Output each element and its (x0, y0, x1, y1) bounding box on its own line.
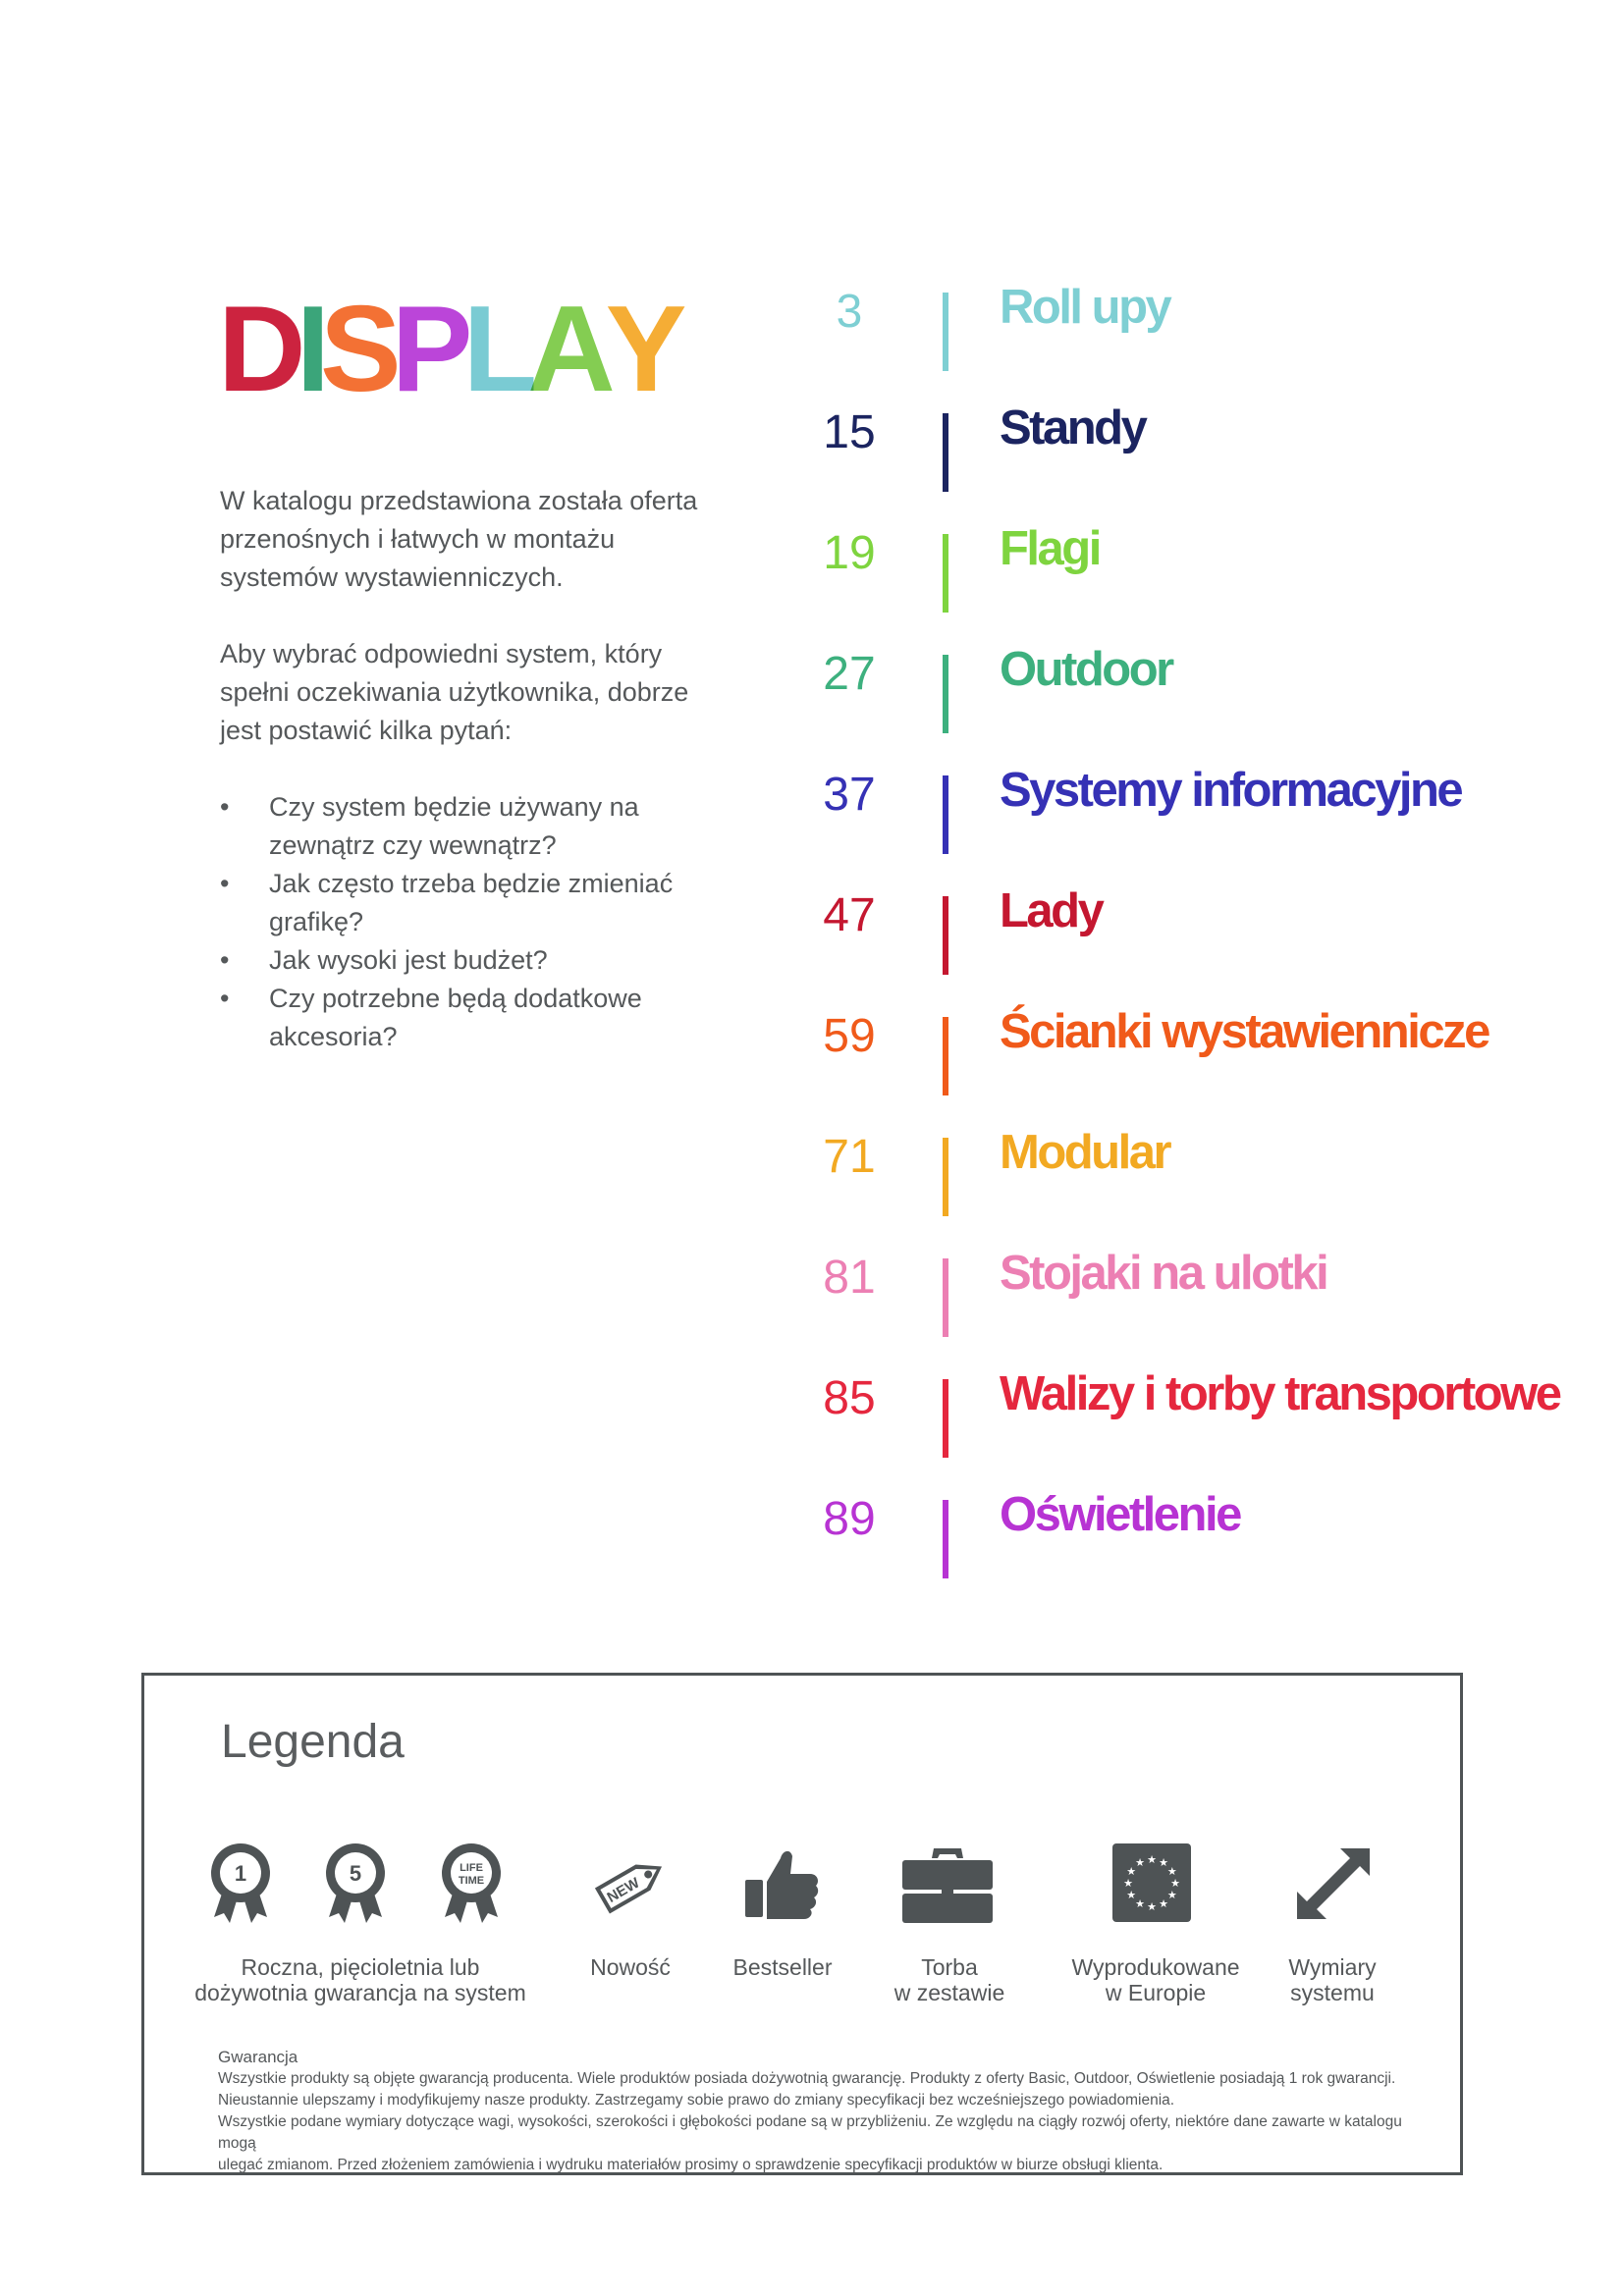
question-item: • Czy system będzie używany na zewnątrz czy wewnątrz? (220, 788, 731, 865)
svg-text:LIFE: LIFE (460, 1862, 483, 1874)
toc-section-title: Systemy informacyjne (1000, 764, 1462, 817)
toc-color-bar (943, 775, 948, 854)
toc-item[interactable] (805, 1488, 1591, 1571)
logo-letter: D (218, 282, 297, 417)
note-line: Wszystkie produkty są objęte gwarancją producenta. Wiele produktów posiada dożywotnią gwarancję. Produkty z oferty Basic, Outdoor, Oświetlenie posiadają 1 rok gwarancji. (218, 2070, 1396, 2087)
toc-color-bar (943, 896, 948, 975)
toc-page-number: 85 (823, 1372, 876, 1424)
intro-paragraph: W katalogu przedstawiona została oferta przenośnych i łatwych w montażu systemów wystawienniczych. (220, 486, 698, 592)
note-line: Wszystkie podane wymiary dotyczące wagi, wysokości, szerokości i głębokości podane są w przybliżeniu. Ze względu na ciągły rozwój oferty, niektóre dane zawarte w katalogu mogą (218, 2113, 1402, 2152)
logo-letter: A (527, 282, 606, 417)
eu-star: ★ (1147, 1900, 1157, 1913)
toc-item[interactable] (805, 1367, 1591, 1450)
toc-color-bar (943, 293, 948, 371)
toc-item[interactable] (805, 1247, 1591, 1329)
dimensions-arrow-icon (1293, 1842, 1374, 1927)
legend-title: Legenda (221, 1716, 405, 1768)
toc-section-title: Outdoor (1000, 643, 1172, 696)
eu-star: ★ (1126, 1889, 1137, 1901)
toc-item[interactable] (805, 281, 1591, 363)
toc-item[interactable] (805, 1126, 1591, 1208)
toc-section-title: Flagi (1000, 522, 1100, 575)
toc-page-number: 71 (823, 1131, 876, 1183)
toc-color-bar (943, 1017, 948, 1095)
eu-star: ★ (1166, 1865, 1177, 1878)
toc-section-title: Modular (1000, 1126, 1170, 1179)
toc-item[interactable] (805, 522, 1591, 605)
thumbs-up-icon (741, 1842, 820, 1927)
toc-color-bar (943, 413, 948, 492)
toc-section-title: Roll upy (1000, 281, 1170, 334)
logo-letter: L (462, 282, 528, 417)
note-title: Gwarancja (218, 2048, 298, 2066)
toc-section-title: Oświetlenie (1000, 1488, 1240, 1541)
toc-color-bar (943, 1500, 948, 1578)
question-item: • Jak często trzeba będzie zmieniać grafikę? (220, 865, 731, 941)
warranty-label: Roczna, pięcioletnia lub dożywotnia gwarancja na system (194, 1954, 526, 2005)
toc-section-title: Stojaki na ulotki (1000, 1247, 1327, 1300)
toc-page-number: 27 (823, 648, 876, 700)
toc-item[interactable] (805, 764, 1591, 846)
toc-page-number: 47 (823, 889, 876, 941)
toc-color-bar (943, 655, 948, 733)
eu-star: ★ (1170, 1877, 1180, 1890)
legend-box (141, 1673, 1463, 2175)
toc-item[interactable] (805, 884, 1591, 967)
warranty-note (218, 2047, 1416, 2176)
dimensions-label: Wymiary systemu (1288, 1954, 1377, 2005)
toc-section-title: Lady (1000, 884, 1103, 937)
toc-page-number: 15 (823, 406, 876, 458)
svg-text:NEW: NEW (604, 1874, 643, 1906)
display-logo (218, 282, 677, 417)
toc-section-title: Walizy i torby transportowe (1000, 1367, 1560, 1420)
warranty-lifetime-icon (439, 1842, 504, 1927)
eu-star: ★ (1135, 1856, 1145, 1870)
eu-star: ★ (1166, 1889, 1177, 1901)
toc-section-title: Ścianki wystawiennicze (1000, 1005, 1489, 1058)
intro-text (220, 482, 731, 1056)
toc-page-number: 19 (823, 527, 876, 579)
toc-color-bar (943, 1258, 948, 1337)
bestseller-label: Bestseller (732, 1954, 833, 1980)
toc-color-bar (943, 534, 948, 613)
question-list (220, 788, 731, 1056)
toc-color-bar (943, 1379, 948, 1458)
toc-item[interactable] (805, 401, 1591, 484)
europe-label: Wyprodukowane w Europie (1071, 1954, 1240, 2005)
eu-star: ★ (1147, 1853, 1157, 1866)
intro-paragraph: Aby wybrać odpowiedni system, który spełni oczekiwania użytkownika, dobrze jest postawić kilka pytań: (220, 639, 689, 745)
question-item: • Jak wysoki jest budżet? (220, 941, 731, 980)
toc-page-number: 89 (823, 1493, 876, 1545)
toc-page-number: 59 (823, 1010, 876, 1062)
eu-flag-icon (1111, 1842, 1192, 1927)
eu-star: ★ (1159, 1856, 1168, 1870)
logo-letter: Y (605, 282, 677, 417)
svg-text:1: 1 (234, 1861, 247, 1886)
toc-page-number: 3 (836, 286, 863, 338)
logo-letter: P (391, 282, 463, 417)
toc-item[interactable] (805, 1005, 1591, 1088)
note-line: ulegać zmianom. Przed złożeniem zamówienia i wydruku materiałów prosimy o sprawdzenie specyfikacji produktów w biurze obsługi klienta. (218, 2157, 1164, 2173)
eu-star: ★ (1135, 1896, 1145, 1910)
svg-text:5: 5 (349, 1861, 362, 1886)
toc-page-number: 81 (823, 1252, 876, 1304)
toc-section-title: Standy (1000, 401, 1146, 454)
toc-item[interactable] (805, 643, 1591, 725)
svg-text:TIME: TIME (458, 1875, 485, 1887)
warranty-5-years-icon (323, 1842, 388, 1927)
logo-letter: S (320, 282, 392, 417)
new-tag-icon (588, 1842, 673, 1927)
note-line: Nieustannie ulepszamy i modyfikujemy nasze produkty. Zastrzegamy sobie prawo do zmiany specyfikacji bez wcześniejszego powiadomienia. (218, 2092, 1175, 2109)
warranty-1-year-icon (208, 1842, 273, 1927)
eu-star: ★ (1126, 1865, 1137, 1878)
question-item: • Czy potrzebne będą dodatkowe akcesoria? (220, 980, 731, 1056)
eu-star: ★ (1159, 1896, 1168, 1910)
logo-letter: I (296, 282, 321, 417)
eu-star: ★ (1123, 1877, 1133, 1890)
toc-page-number: 37 (823, 769, 876, 821)
new-label: Nowość (590, 1954, 671, 1980)
briefcase-icon (900, 1842, 995, 1927)
bag-label: Torba w zestawie (893, 1954, 1005, 2005)
toc-color-bar (943, 1138, 948, 1216)
